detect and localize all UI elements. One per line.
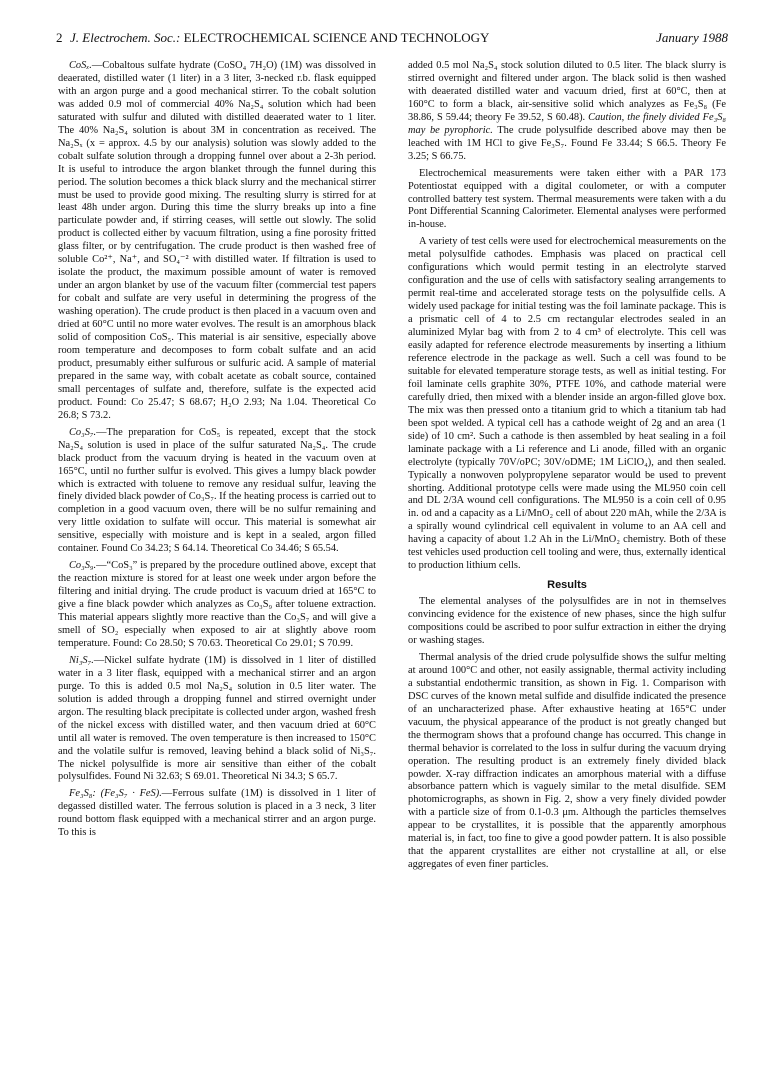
- running-header: [56, 28, 728, 48]
- paragraph-results-1: The elemental analyses of the polysulfides are in not in themselves convincing evidence for the existence of new phases, since the high sulfur compositions could be ascribed to poor sulfur extraction in either the drying or washing stages.: [408, 596, 726, 646]
- run-in-heading: Co₃S₇.: [69, 426, 97, 438]
- page-number: 2: [56, 30, 63, 45]
- right-column: [408, 60, 726, 872]
- paragraph-co3s9: [58, 560, 376, 651]
- left-column: [58, 60, 376, 840]
- paragraph-text: —Cobaltous sulfate hydrate (CoSO₄ 7H₂O) (1M) was dissolved in deaerated, distilled water (1 liter) in a 3 liter, 3-necked r.b. flask equipped with an argon purge and a good mechanical stirrer. To the cobalt solution was added 0.9 mol of commercial 40% Na₂S₄ solution which had been saturated with sulfur and diluted with distilled deaerated water to 1 liter. The 40% Na₂S₄ solution is about 3M in concentration as received. The Na₂Sₓ (x = approx. 4.5 by our analysis) solution was slowly added to the cobalt sulfate solution through a dropping funnel over about a 2-3h period. It is useful to introduce the argon blanket through the funnel during this period. The solution becomes a thick black slurry and the mechanical stirrer must be used to provide good mixing. The resulting slurry is stirred for at least 48h under argon. During this time the slurry breaks up into a fine particulate powder and, if stirring ceases, will settle out slowly. The solid product is collected either by vacuum filtration, using a fine porosity fritted glass filter, or by centrifugation. The crude product is then washed free of soluble Co²⁺, Na⁺, and SO₄⁻² with distilled water. If filtration is used to isolate the product, the maximum possible amount of water is removed under an argon blanket by use of the vacuum filter (commercial test papers for cobalt and sulfate are very useful in determining the progress of the washing operation). The crude product is then placed in a vacuum oven and dried at 60°C until no more water evolves. The result is an amorphous black solid of composition CoS₅. This material is air sensitive, especially above room temperature and decomposes to form cobalt sulfate and an acid product, presumably either sulfurous or sulfuric acid. A sample of material prepared in the same way, with cobalt acetate as cobalt source, contained small percentages of sulfate and, therefore, sulfate is the expected acid product. Found: Co 25.47; S 68.67; H₂O 2.93; Na 1.04. Theoretical Co 26.8; S 73.2.: [58, 60, 376, 421]
- paragraph-cosx: [58, 60, 376, 423]
- journal-section: ELECTROCHEMICAL SCIENCE AND TECHNOLOGY: [183, 30, 490, 45]
- paragraph-text: —Nickel sulfate hydrate (1M) is dissolved in 1 liter of distilled water in a 3 liter flask, equipped with a mechanical stirrer and an argon purge. To this is added 0.5 mol Na₂S₄ solution in 0.5 liter water. The solution is added through a dropping funnel and stirred overnight under argon. The resulting black precipitate is collected under argon, washed fresh of the nickel excess with distilled water, and then vacuum dried at 60°C until all water is removed. The oven temperature is then increased to 150°C and the volatile sulfur is removed, leaving behind a black solid of Ni₃S₇. The nickel polysulfide is more air sensitive than either of the cobalt polysulfides. Found Ni 32.63; S 69.01. Theoretical Ni 34.3; S 65.7.: [58, 654, 376, 783]
- run-in-heading: Co₃S₉.: [69, 560, 97, 572]
- paragraph-text: —Ferrous sulfate (1M) is dissolved in 1 liter of degassed distilled water. The ferrous solution is placed in a 3 neck, 3 liter round bottom flask equipped with a mechanical stirrer and an argon purge. To this is: [58, 788, 376, 839]
- journal-abbrev: J. Electrochem. Soc.:: [70, 30, 181, 45]
- journal-title: [70, 28, 489, 48]
- paragraph-measurements: Electrochemical measurements were taken either with a PAR 173 Potentiostat equipped with a digital coulometer, or with a computer controlled battery test system. Thermal measurements were taken with a du Pont Differential Scanning Calorimeter. Elemental analyses were performed in-house.: [408, 167, 726, 231]
- paragraph-ni3s7: [58, 655, 376, 785]
- issue-date: January 1988: [656, 30, 728, 45]
- paragraph-fe3s8: [58, 788, 376, 840]
- run-in-heading: Ni₃S₇.: [69, 654, 94, 666]
- paragraph-text: The crude polysulfide described above may then be leached with 1M HCl to give Fe₃S₇. Found Fe 33.44; S 66.5. Theory Fe 3.25; S 66.75.: [408, 124, 726, 162]
- paragraph-results-2: Thermal analysis of the dried crude polysulfide shows the sulfur melting at around 100°C and other, not easily assignable, thermal activity including a substantial endothermic transition, as shown in Fig. 1. Comparison with DSC curves of the known metal sulfide and disulfide indicated the presence of an uncharacterized phase. After exhaustive heating at 165°C under vacuum, the physical appearance of the product is not greatly changed but the thermogram shows that a profound change has occurred. This change in thermal behavior is correlated to the loss in sulfur during the vacuum drying operation. The resulting product is an extremely finely divided black powder. X-ray diffraction indicates an amorphous material with a diffuse absorbance pattern which is vaguely similar to the metal disulfide. SEM photomicrographs, as shown in Fig. 2, show a very finely divided powder with a particle size of from 0.1-0.3 μm. Although the particles themselves appear to be crystallites, it is possible that the apparently amorphous material is, in fact, too fine to give a good powder pattern. It is also possible that the apparent crystallites are either not crystalline at all, or else aggregates of even finer particles.: [408, 651, 726, 871]
- caution-text: Caution, the finely divided Fe₃S₈ may be pyrophoric.: [408, 111, 726, 136]
- paragraph-text: —The preparation for CoS₅ is repeated, except that the stock Na₂S₄ solution is used in place of the sulfur saturated Na₂S₄. The crude black product from the vacuum drying is heated in the vacuum oven at 165°C, until no further sulfur is evolved. This gives a lumpy black powder which is extracted with toluene to remove any residual sulfur, leaving the finely divided black powder of Co₃S₇. If the heating process is carried out to completion in a good vacuum oven, there will be no sulfur remaining and very little oxidation to sulfate will occur. This material is somewhat air sensitive, especially with moisture and is kept in a sealed, argon filled container. Found Co 34.23; S 64.14. Theoretical Co 34.46; S 65.54.: [58, 426, 376, 555]
- run-in-heading: CoSₓ.: [69, 60, 92, 71]
- paragraph-text: added 0.5 mol Na₂S₄ stock solution diluted to 0.5 liter. The black slurry is stirred overnight and filtered under argon. The black solid is then washed with deaerated distilled water and vacuum dried, first at 60°C, then at 160°C to form a black, air-sensitive solid which analyzes as Fe₃S₈ (Fe 38.86, S 59.44; theory Fe 39.52, S 60.48).: [408, 60, 726, 123]
- section-heading-results: Results: [547, 579, 587, 592]
- paragraph-test-cells: A variety of test cells were used for electrochemical measurements on the metal polysulfide cathodes. Emphasis was placed on practical cell configurations which would permit testing in an electrolyte starved configuration and the use of cells with satisfactory sealing arrangements to permit real-time and accelerated storage tests on the polysulfide cells. A widely used package for initial testing was the foil laminate package. This is a prismatic cell of 4 to 2.5 cm rectangular electrodes sealed in an aluminized Mylar bag with from 2 to 4 cm³ of electrolyte. This cell was easily adapted for reference electrode measurements by inserting a lithium reference electrode in the package as well. Such a cell was found to be suitable for elevated temperature storage tests, as well as initial testing. For foil laminate cells graphite 30%, PTFE 10%, and cathode material were carefully dried, then mixed with a blender inside an argon-filled glove box. The mix was then pressed onto a titanium grid to which a titanium tab had been spot welded. A typical cell has a cathode weight of 2g and an area (1 side) of 10 cm². Such a cathode is then assembled by heat sealing in a foil laminate package with a Li reference and Li anode, filled with an organic electrolyte (typically 70V/oPC; 30V/oDME; 1M LiClO₄), and then sealed. Typically a nonwoven polypropylene separator would be used to prevent shorting. Additional prototype cells were made using the ML950 coin cell and DL 2/3A wound cell configurations. The ML950 is a coin cell of 0.95 in. od and a capacity as a Li/MnO₂ cell of about 220 mAh, while the 2/3A is a spirally wound cylindrical cell equivalent in volume to an AA cell and having a capacity of about 1.2 Ah in the Li/MnO₂ chemistry. Both of these test vehicles used production cell tooling and were, thus, externally identical to production lithium cells.: [408, 236, 726, 572]
- paragraph-text: —“CoS₃” is prepared by the procedure outlined above, except that the reaction mixture is stored for at least one week under argon before the filtering and initial drying. The crude product is vacuum dried at 165°C to give a fine black powder which analyzes as Co₃S₉ after toluene extraction. This material appears slightly more reactive than the Co₃S₇ and will give a smell of SO₂ especially when exposed to air at slightly above room temperature. Found: Co 28.50; S 70.63. Theoretical Co 29.01; S 70.99.: [58, 560, 376, 649]
- paragraph-co3s7: [58, 427, 376, 557]
- paragraph-fe3s8-continued: [408, 60, 726, 164]
- run-in-heading: Fe₃S₈: (Fe₃S₇ · FeS).: [69, 788, 162, 800]
